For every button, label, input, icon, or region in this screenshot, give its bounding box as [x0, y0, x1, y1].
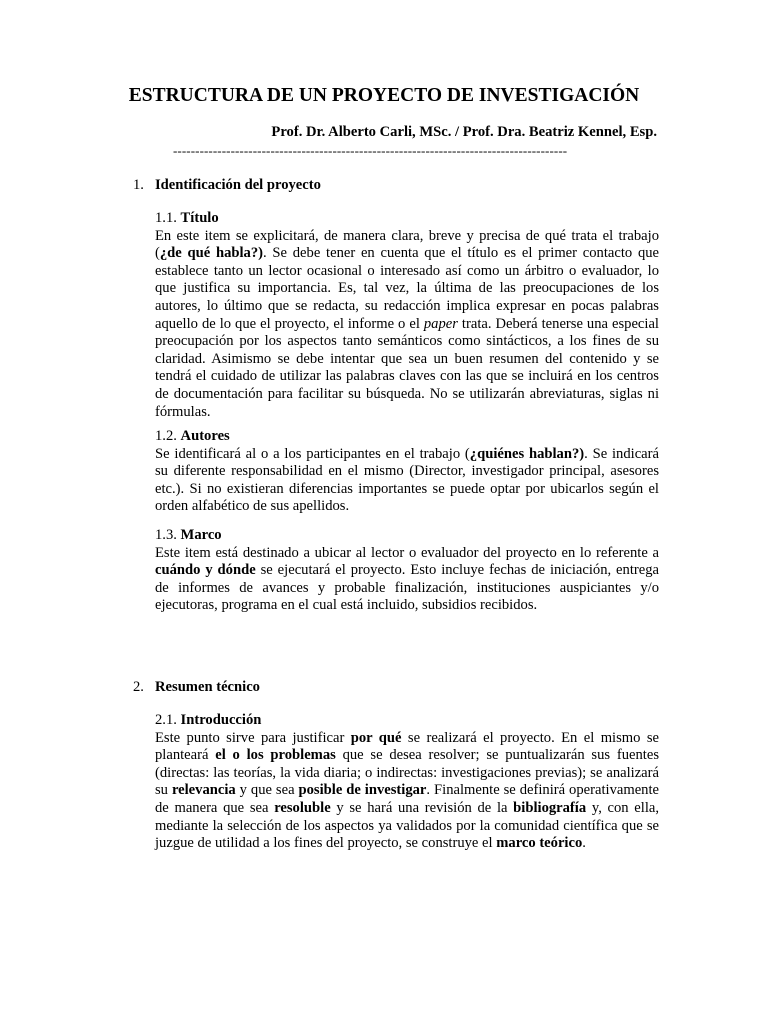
subsection-label: Marco: [180, 527, 222, 543]
text-run: Se identificará al o a los participantes en el trabajo (: [155, 445, 470, 462]
bold-run: por qué: [350, 729, 402, 746]
text-run: y se hará una revisión de la: [330, 799, 514, 816]
text-run: Este punto sirve para justificar: [155, 729, 351, 746]
subsection-2-1: [155, 712, 659, 853]
subsection-1-1: [155, 210, 659, 421]
text-run: . Finalmente se definirá operativamente de manera que sea: [155, 782, 660, 816]
subsection-label: Título: [180, 210, 219, 226]
text-run: se ejecutará el proyecto. Esto incluye fechas de iniciación, entrega de informes de avances y probable finalización, instituciones auspiciantes y/o ejecutoras, programa en el cual está incluido, subsidios recibidos.: [155, 562, 659, 614]
section-heading-1: [133, 177, 321, 195]
bold-run: el o los problemas: [215, 747, 336, 764]
subsection-title: [155, 428, 659, 446]
text-run: y que sea: [235, 782, 299, 799]
text-run: y, con ella, mediante la selección de los aspectos ya validados por la comunidad científica que se juzgue de utilidad a los fines del proyecto, se construye el: [155, 799, 660, 852]
subsection-1-2: [155, 428, 659, 516]
bold-run: ¿de qué habla?): [159, 245, 264, 262]
bold-run: ¿quiénes hablan?): [469, 445, 585, 462]
subsection-1-3: [155, 527, 659, 615]
section-label: Resumen técnico: [155, 679, 260, 695]
text-run: que se desea resolver; se puntualizarán sus fuentes (directas: las teorías, la vida diaria; o indirectas: investigaciones previas); se analizará su: [155, 747, 659, 799]
subsection-label: Introducción: [180, 712, 262, 728]
separator-rule: -----------------------------------------------------------------------------------------: [173, 143, 568, 158]
subsection-paragraph: [155, 446, 659, 516]
subsection-paragraph: [155, 228, 659, 422]
text-run: .: [582, 835, 586, 852]
text-run: . Se indicará su diferente responsabilidad en el mismo (Director, investigador principal, asesores etc.). Si no existieran diferencias importantes se puede optar por ubicarlos según el orden alfabético de sus apellidos.: [155, 445, 659, 515]
subsection-number: 2.1.: [155, 712, 177, 728]
text-run: Este item está destinado a ubicar al lector o evaluador del proyecto en lo referente a: [155, 544, 659, 561]
subsection-title: [155, 527, 659, 545]
subsection-number: 1.2.: [155, 428, 177, 444]
section-heading-2: [133, 679, 260, 697]
document-title: ESTRUCTURA DE UN PROYECTO DE INVESTIGACIÓN: [128, 85, 640, 106]
subsection-number: 1.1.: [155, 210, 177, 226]
subsection-number: 1.3.: [155, 527, 177, 543]
text-run: trata. Deberá tenerse una especial preocupación por los aspectos tanto semánticos como sintácticos, a los fines de su claridad. Asimismo se debe intentar que sea un buen resumen del contenido y se tendrá el cuidado de utilizar las palabras claves con las que se incluirá en los centros de documentación para facilitar su búsqueda. No se utilizarán abreviaturas, siglas ni fórmulas.: [155, 315, 659, 420]
bold-run: posible de investigar: [298, 782, 427, 799]
bold-run: resoluble: [274, 799, 331, 816]
text-run: En este item se explicitará, de manera clara, breve y precisa de qué trata el trabajo (: [155, 227, 659, 262]
subsection-paragraph: [155, 545, 659, 615]
section-label: Identificación del proyecto: [155, 177, 321, 193]
text-run: se realizará el proyecto. En el mismo se planteará: [155, 729, 659, 764]
text-run: . Se debe tener en cuenta que el título es el primer contacto que establece tanto un lector ocasional o interesado así como un árbitro o evaluador, lo que justifica su importancia. Es, tal vez, la última de las preocupaciones de los autores, lo último que se redacta, su redacción implica expresar en pocas palabras aquello de lo que el proyecto, el informe o el: [155, 245, 660, 332]
bold-run: relevancia: [171, 782, 236, 799]
subsection-title: [155, 712, 659, 730]
bold-run: marco teórico: [496, 835, 583, 852]
section-number: 1.: [133, 177, 144, 193]
bold-run: bibliografía: [513, 799, 587, 816]
section-number: 2.: [133, 679, 144, 695]
italic-run: paper: [423, 315, 458, 332]
bold-run: cuándo y dónde: [155, 562, 256, 579]
subsection-title: [155, 210, 659, 228]
subsection-label: Autores: [180, 428, 230, 444]
subsection-paragraph: [155, 730, 659, 853]
document-authors: Prof. Dr. Alberto Carli, MSc. / Prof. Dra. Beatriz Kennel, Esp.: [271, 124, 657, 140]
